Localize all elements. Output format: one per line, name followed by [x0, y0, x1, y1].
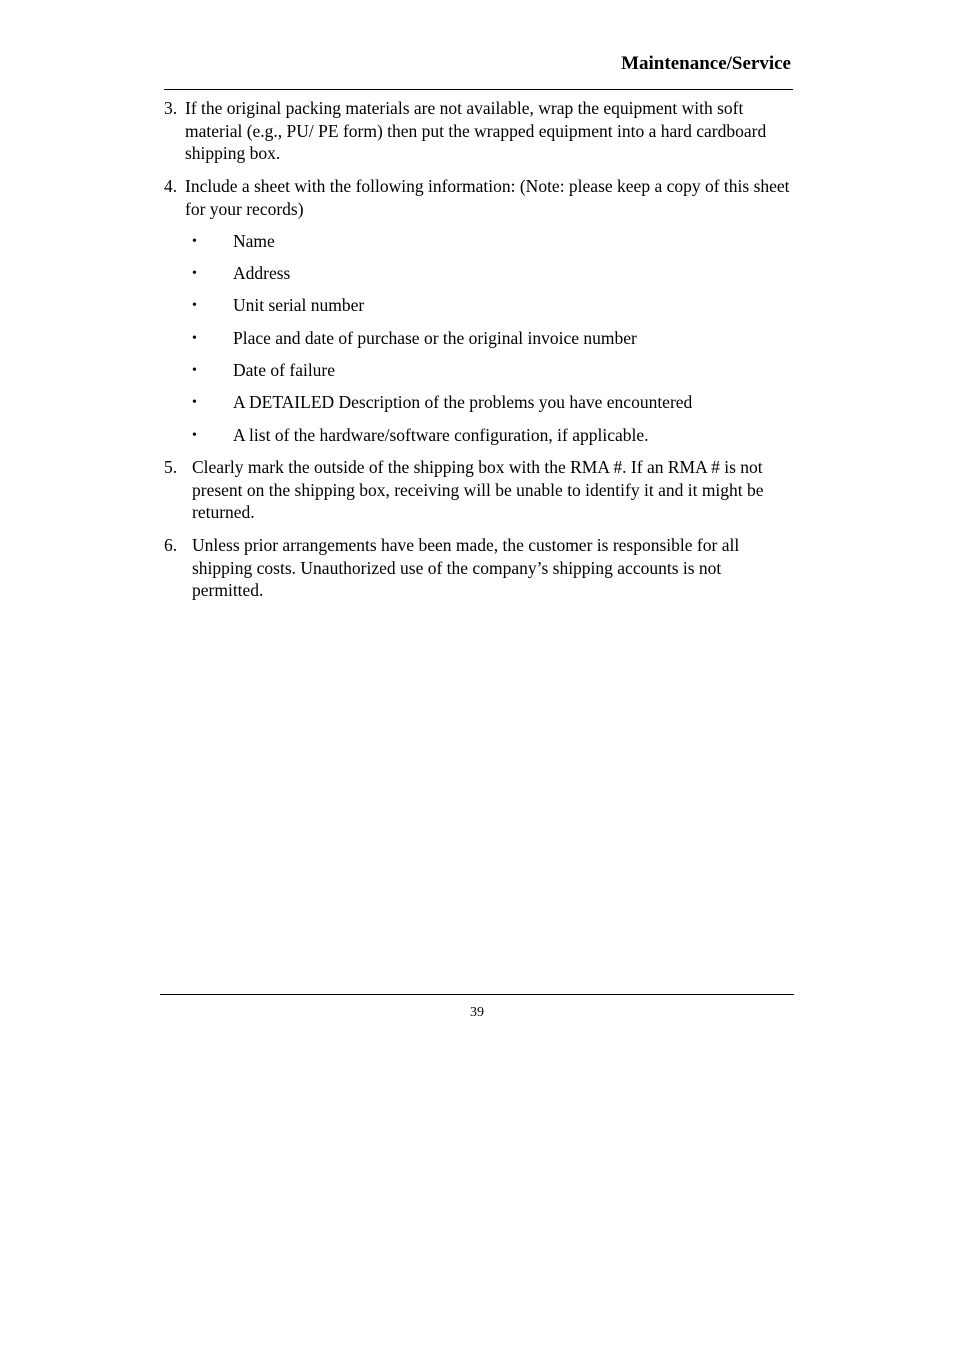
header-divider: [164, 89, 793, 90]
list-item-label: Name: [233, 231, 275, 251]
bullet-icon: •: [192, 234, 197, 249]
list-item-label: Address: [233, 263, 291, 283]
step-number: 3.: [164, 98, 178, 118]
step-item: [164, 456, 794, 524]
footer-divider: [160, 994, 794, 995]
list-item-label: A DETAILED Description of the problems you have encountered: [233, 392, 693, 412]
step-text: If the original packing materials are not available, wrap the equipment with soft material (e.g., PU/ PE form) then put the wrapped equipment into a hard cardboard shipping box.: [185, 98, 767, 163]
bullet-icon: •: [192, 428, 197, 443]
step-item: [164, 175, 794, 220]
bullet-icon: •: [192, 395, 197, 410]
list-item-label: Unit serial number: [233, 295, 365, 315]
step-item: [164, 534, 794, 602]
bullet-icon: •: [192, 331, 197, 346]
step-number: 5.: [164, 457, 178, 477]
list-item-label: A list of the hardware/software configuration, if applicable.: [233, 425, 649, 445]
bullet-icon: •: [192, 266, 197, 281]
page-number: 39: [470, 1005, 484, 1020]
list-item-label: Place and date of purchase or the original invoice number: [233, 328, 637, 348]
step-text: Include a sheet with the following information: (Note: please keep a copy of this sheet for your records): [185, 176, 790, 219]
step-number: 4.: [164, 176, 178, 196]
bullet-icon: •: [192, 298, 197, 313]
bullet-icon: •: [192, 363, 197, 378]
list-item-label: Date of failure: [233, 360, 336, 380]
step-number: 6.: [164, 535, 178, 555]
running-header-title: Maintenance/Service: [621, 53, 791, 74]
step-text: Unless prior arrangements have been made, the customer is responsible for all shipping costs. Unauthorized use of the company’s shipping accounts is not permitted.: [192, 535, 740, 600]
step-item: [164, 97, 794, 165]
step-text: Clearly mark the outside of the shipping box with the RMA #. If an RMA # is not present on the shipping box, receiving will be unable to identify it and it might be returned.: [192, 457, 764, 522]
